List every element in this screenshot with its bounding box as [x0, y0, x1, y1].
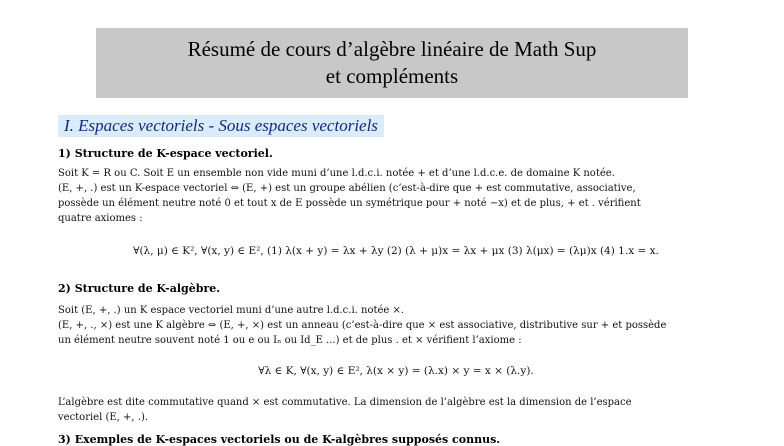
part1-paragraph: [58, 166, 734, 226]
part1-heading: 1) Structure de K-espace vectoriel.: [58, 147, 273, 160]
part1-line: quatre axiomes :: [58, 213, 143, 224]
document-title-line-1: Résumé de cours d’algèbre linéaire de Math Sup: [187, 37, 597, 61]
part3-heading: 3) Exemples de K-espaces vectoriels ou de K-algèbres supposés connus.: [58, 433, 501, 446]
part2-line: (E, +, ., ×) est une K algèbre ⇔ (E, +, ×) est un anneau (c’est-à-dire que × est associative, distributive sur + et possède: [58, 320, 667, 331]
part1-line: (E, +, .) est un K-espace vectoriel ⇔ (E, +) est un groupe abélien (c’est-à-dire que + est commutative, associative,: [58, 183, 636, 194]
section-heading: I. Espaces vectoriels - Sous espaces vectoriels: [58, 115, 384, 137]
part2-heading: 2) Structure de K-algèbre.: [58, 282, 221, 295]
part2-line: Soit (E, +, .) un K espace vectoriel muni d’une autre l.d.c.i. notée ×.: [58, 305, 405, 316]
part1-line: Soit K = R ou C. Soit E un ensemble non vide muni d’une l.d.c.i. notée + et d’une l.d.c.e. de domaine K notée.: [58, 168, 615, 179]
part2-formula: ∀λ ∈ K, ∀(x, y) ∈ E², λ(x × y) = (λ.x) × y = x × (λ.y).: [258, 365, 534, 377]
document-title-box: [96, 28, 688, 98]
part1-formula: ∀(λ, μ) ∈ K², ∀(x, y) ∈ E², (1) λ(x + y) = λx + λy (2) (λ + μ)x = λx + μx (3) λ(μx) = (λμ)x (4) 1.x = x.: [133, 245, 659, 257]
part1-line: possède un élément neutre noté 0 et tout x de E possède un symétrique pour + noté −x) et de plus, + et . vérifient: [58, 198, 641, 209]
part2-after-line: vectoriel (E, +, .).: [58, 412, 149, 423]
part2-after-line: L’algèbre est dite commutative quand × est commutative. La dimension de l’algèbre est la dimension de l’espace: [58, 397, 632, 408]
part2-after-paragraph: [58, 395, 734, 425]
part2-line: un élément neutre souvent noté 1 ou e ou Iₙ ou Id_E ...) et de plus . et × vérifient l’axiome :: [58, 335, 522, 346]
part2-paragraph: [58, 303, 734, 348]
document-title-line-2: et compléments: [325, 64, 459, 88]
